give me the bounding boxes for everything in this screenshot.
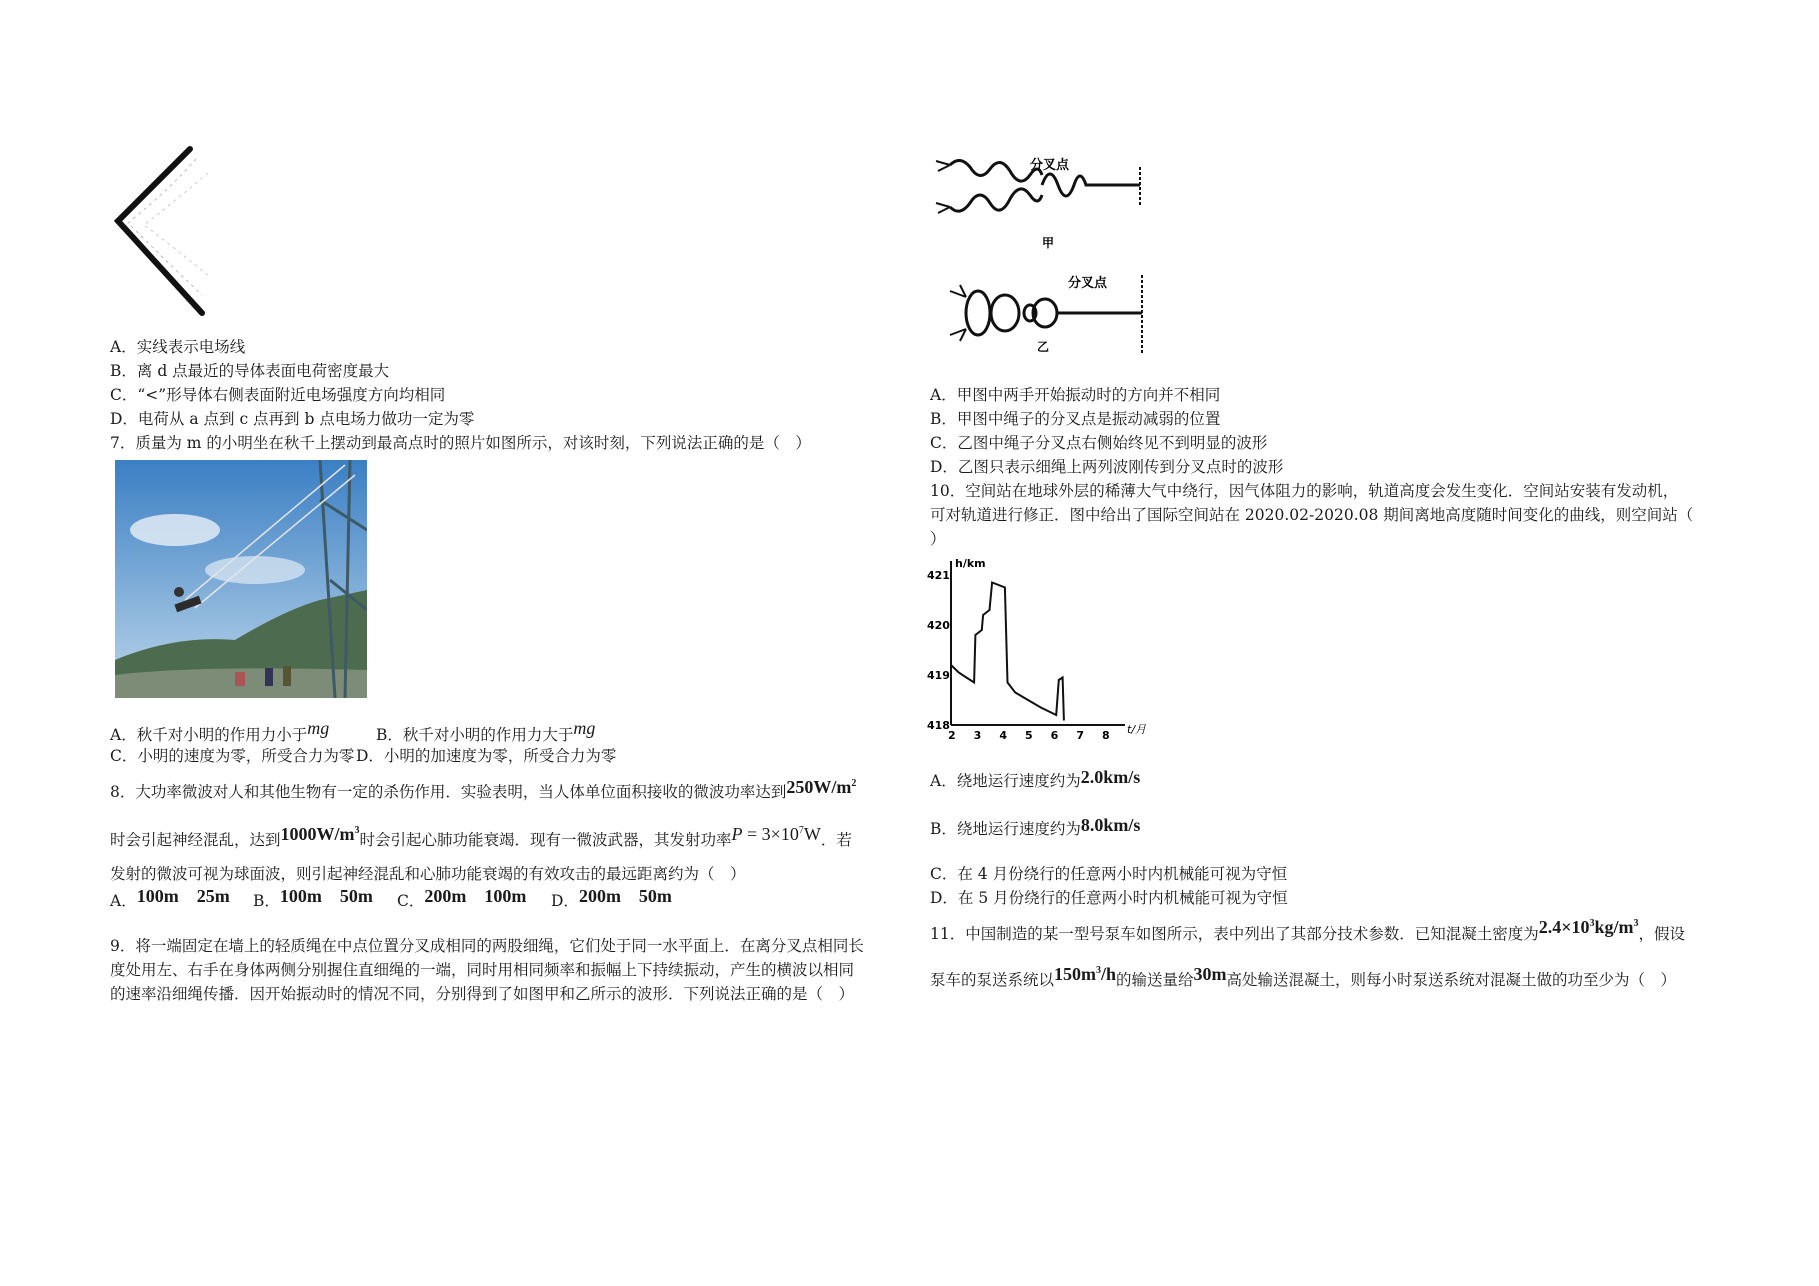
q9-line2: 度处用左、右手在身体两侧分别握住直细绳的一端，同时用相同频率和振幅上下持续振动，产生的横波以相同 [110,961,855,979]
q8-power-formula: $P = 3\times 10^7W$ [731,824,821,844]
q10-line1: 10．空间站在地球外层的稀薄大气中绕行，因气体阻力的影响，轨道高度会发生变化．空间站安装有发动机， [930,482,1679,500]
q8-line1: 8．大功率微波对人和其他生物有一定的杀伤作用．实验表明，当人体单位面积接收的微波功率达到$250W/m^2$ [110,777,857,801]
q8-value-1000: 1000W/m [280,824,355,844]
chart-y-tick-label: 419 [927,669,950,682]
chart-point [973,682,975,684]
q8-value-250: 250W/m [786,777,852,797]
chart-point [1063,719,1065,721]
q8-line3: 发射的微波可视为球面波，则引起神经混乱和心肺功能衰竭的有效攻击的最远距离约为（ ） [110,865,746,883]
chart-x-tick-label: 7 [1076,729,1084,742]
q8-option-d: D．200m 50m [551,886,672,910]
swing-photo [115,460,367,698]
chart-point [1014,692,1016,694]
chart-x-tick-label: 8 [1102,729,1110,742]
q9-option-d: D．乙图只表示细绳上两列波刚传到分叉点时的波形 [930,458,1284,476]
chevron-conductor-figure [110,145,230,325]
chart-point [950,664,952,666]
chart-point [989,609,991,611]
altitude-chart [925,555,1150,745]
q11-line2: 泵车的泵送系统以$150m^3/h$的输送量给30m高处输送混凝土，则每小时泵送系统对混凝土做的功至少为（ ） [930,964,1677,989]
q8-option-b: B．100m 50m [253,886,373,910]
q7-option-a: A．秋千对小明的作用力小于mg [110,718,330,744]
chart-point [981,629,983,631]
q7-stem: 7．质量为 m 的小明坐在秋千上摆动到最高点时的照片如图所示，对该时刻，下列说法正确的是（ ） [110,434,811,452]
chart-point [1007,682,1009,684]
q8-option-c: C．200m 100m [397,886,527,910]
fig9-label-yi: 乙 [1037,340,1050,354]
chart-series-altitude [951,583,1064,721]
chart-x-tick-label: 3 [973,729,982,742]
chart-x-tick-label: 6 [1050,729,1059,742]
q7-mg-b: mg [573,718,596,738]
chart-x-tick-label: 4 [999,729,1007,742]
q6-option-c: C．“<”形导体右侧表面附近电场强度方向均相同 [110,386,446,404]
q8-line2: 时会引起神经混乱，达到$1000W/m^3$时会引起心肺功能衰竭．现有一微波武器，其发射功率$P = 3\times 10^7W$．若 [110,824,852,849]
chart-point [1058,679,1060,681]
q10-option-a: A．绕地运行速度约为2.0km/s [930,767,1141,790]
rope-wave-figure [930,145,1150,360]
q10-line2: 可对轨道进行修正．图中给出了国际空间站在 2020.02-2020.08 期间离地高度随时间变化的曲线，则空间站（ [930,506,1694,524]
fig9-fork-label-jia: 分叉点 [1030,158,1070,173]
fig9-fork-label-yi: 分叉点 [1068,276,1108,291]
chart-point [991,582,993,584]
chart-point [982,614,984,616]
q6-option-a: A．实线表示电场线 [110,338,246,356]
chart-point [1062,677,1064,679]
q9-line3: 的速率沿细绳传播．因开始振动时的情况不同，分别得到了如图甲和乙所示的波形．下列说法正确的是（ ） [110,985,855,1003]
chart-point [966,677,968,679]
chart-point [1027,699,1029,701]
q7-option-b: B．秋千对小明的作用力大于mg [376,718,596,744]
q9-option-a: A．甲图中两手开始振动时的方向并不相同 [930,386,1221,404]
chart-y-tick-label: 420 [927,619,950,632]
chart-y-tick-label: 418 [927,719,950,732]
fig9-label-jia: 甲 [1042,236,1055,250]
chart-y-label: h/km [955,557,986,570]
chart-x-tick-label: 2 [948,729,956,742]
q9-line1: 9．将一端固定在墙上的轻质绳在中点位置分叉成相同的两股细绳，它们处于同一水平面上．在离分叉点相同长 [110,937,864,955]
chart-point [975,634,977,636]
q10-option-d: D．在 5 月份绕行的任意两小时内机械能可视为守恒 [930,889,1288,907]
q7-option-c: C．小明的速度为零，所受合力为零 [110,747,355,765]
chart-point [1004,587,1006,589]
chart-point [1055,714,1057,716]
q8-option-a: A．100m 25m [110,886,230,910]
chart-point [1040,707,1042,709]
q7-mg-a: mg [307,718,330,738]
chart-x-tick-label: 5 [1025,729,1033,742]
q6-option-b: B．离 d 点最近的导体表面电荷密度最大 [110,362,390,380]
chart-y-tick-label: 421 [927,569,950,582]
q10-option-c: C．在 4 月份绕行的任意两小时内机械能可视为守恒 [930,865,1288,883]
chart-x-label: t/月 [1127,723,1147,736]
chart-point [958,672,960,674]
q11-line1: 11．中国制造的某一型号泵车如图所示，表中列出了其部分技术参数．已知混凝土密度为$2.4\times 10^3kg/m^3$，假设 [930,917,1686,943]
q6-option-d: D．电荷从 a 点到 c 点再到 b 点电场力做功一定为零 [110,410,475,428]
q10-option-b: B．绕地运行速度约为8.0km/s [930,815,1141,838]
q7-option-d: D．小明的加速度为零，所受合力为零 [356,747,617,765]
q9-option-c: C．乙图中绳子分叉点右侧始终见不到明显的波形 [930,434,1268,452]
q10-line3: ） [930,530,946,548]
q9-option-b: B．甲图中绳子的分叉点是振动减弱的位置 [930,410,1221,428]
